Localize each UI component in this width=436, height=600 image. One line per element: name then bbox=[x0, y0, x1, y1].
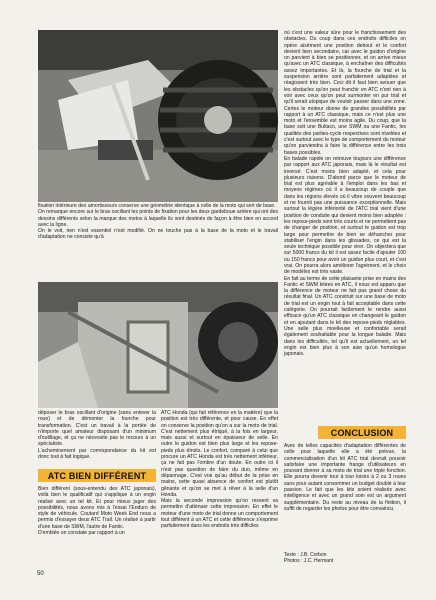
credit-photos: Photos : J.C. Hermant bbox=[284, 558, 334, 565]
col3-body-text: où c'est une valeur sûre pour le franchissement des obstacles. Du coup dans ces endroits difficiles on opère aisément une position debout et le confort devient bien secondaire, car avec le guidon d'origine on parvient à bien se positionner, et on arrive mieux qu'avec un ATC classique, à enchaîner des difficultés assez importantes. Et là, la fourche de trial et la suspension arrière sont parfaitement adaptées et réagissent très bien. Ceci dit il faut bien avouer que les obstacles qu'on peut franchir en ATC n'ont rien à voir avec ceux qu'on peut surmonter en pur trial et qu'il serait utopique de vouloir passer dans une zone. Certes le moteur donne de grandes possibilités par rapport à un ATC classique, mais ce n'est plus une moto et l'ensemble est moins agile. Du coup, que la base soit une Bultaco, une SWM ou une Fantic, les qualités des parties-cycle respectives sont nivelées et c'est surtout avec le type de comportement du moteur qu'on parviendra à faire la différence entre les trois bases possibles. En balade rapide on retrouve toujours une différence par rapport aux ATC japonais, mais là le résultat est inversé. C'est moins bien adapté, et cela pour plusieurs raisons. D'abord parce que le moteur de trial est plus agréable à l'emploi dans les bas et moyens régimes où il a beaucoup de couple que dans les régions élevés où il vibre souvent beaucoup et ne fournit pas une puissance exceptionnelle. Mais surtout la légère infériorité de l'ATC trial vient d'une position de conduite qui devient moins bien adaptée : les repose-pieds sont très courts et ne permettent pas de changer de position, et surtout le guidon est trop large pour permettre de bien se déhancher pour stabiliser l'engin dans les glissades, ce qui est la seule technique possible pour virer. On objectera que sur 5000 francs du kit il est assez facile d'ajouter 100 ou 150 francs pour avoir un guidon plus court, et c'est vrai. On pourra alors améliorer l'agrément, et le choix de modèles est très vaste. En fait au terme de cette plaisante prise en mains des Fantic et SWM kitées en ATC, il nous est apparu que la différence de moteur ne fait pas grand chose du résultat final. Un ATC construit sur une base de moto de trial est un engin tout à fait acceptable dans cette catégorie. On pourrait facilement le rendre aussi efficace qu'un ATC classique en changeant le guidon et en ajoutant dans le kit des repose-pieds réglables. Une selle plus moelleuse et confortable serait également souhaitable pour la longue balade. Mais dans les difficultés, tel qu'il est actuellement, un tel engin est bien plus à son aise qu'un homologue japonais. bbox=[284, 30, 406, 358]
section-heading-conclusion bbox=[318, 426, 406, 439]
photo-top-caption bbox=[38, 203, 278, 281]
photo-bottom-illustration bbox=[38, 282, 278, 408]
section-atc-body bbox=[38, 486, 156, 566]
section-conclusion-body bbox=[284, 443, 406, 548]
photo-top-illustration bbox=[38, 30, 278, 202]
credits bbox=[284, 552, 406, 565]
col2-body bbox=[161, 410, 278, 560]
col3-body bbox=[284, 30, 406, 416]
photo-top-atc-front bbox=[38, 30, 278, 202]
col2-body-text: ATC Honda (qui fait référence en la matière) que la position est très différente, et pour cause. En effet on conserve la position qu'on a sur la moto de trial. C'est nettement plus étriqué, à la fois en largeur, mais aussi et surtout en épaisseur de selle. En outre le guidon est bien plus large et les repose-pieds plus étroits. Le confort, comparé à celui que procure un ATC Honda est très nettement inférieur, ça ne fait pas l'ombre d'un doute. En outre ici il n'est pas question de faire du duo, même en dépannage. C'est vrai qu'au début de la prise en mains, cette quasi absence de confort est plutôt gênante et qu'on se met à rêver à la selle d'un Honda. Mais la seconde impression qu'on ressent va permettre d'atténuer cette impression. En effet le moteur d'une moto de trial donne un comportement tout différent à un ATC et cette différence s'exprime parfaitement dans les endroits très difficiles bbox=[161, 410, 278, 530]
section-heading-atc bbox=[38, 469, 156, 482]
page-number-text: 50 bbox=[37, 571, 44, 577]
photo-bottom-atc-frame bbox=[38, 282, 278, 408]
credit-text: Texte : J.B. Corbon bbox=[284, 552, 327, 558]
section-atc-body-text: Bien différent (sous-entendu des ATC japonais), voilà bien le qualificatif qui s'applique à un engin réalisé avec un tel kit. Et pour mieux juger des possibilités, nous avons mis à l'essai l'Enduro de style de véhicule. Coutard Moto Week End nous a permis d'essayer deux ATC Trail. Un réalisé à partir d'une base de SWM, l'autre de Fantic. D'emblée on constate par rapport à un bbox=[38, 486, 156, 537]
section-conclusion-body-text: Avec de telles capacités d'adaptation différentes de celle pour laquelle elle a été prévue, la commercialisation d'un kit ATC trial devrait pouvoir satisfaire une importante frange d'utilisateurs en pouvant donner à sa moto de trial une triple fonction. Elle pourra devenir tour à tour loisirs à 2 ou 3 roues sans pour autant consommer un budget doublé à leur passion. Le fait que les kits soient réalisés avec intelligence et avec un grand soin est un argument supplémentaire. Du reste au niveau de la finition, il suffit de regarder les photos pour être convaincu. bbox=[284, 443, 406, 512]
page-number bbox=[37, 571, 44, 577]
col1-bottom-caption bbox=[38, 410, 156, 466]
photo-top-caption-text: fixation intérieure des amortisseurs conserve une géométrie identique à celle de la moto qui sert de base. On remarque encore sur le bras oscillant les points de fixation pour les deux gardeboue arrière qui ont des dessins différents selon la marque des motos à laquelle ils sont destinés de façon à être bien en accord avec la ligne. On le voit, rien n'est essentiel n'est modifié. On ne touche pas à la base de la moto et le travail d'adaptation ne consiste qu'à bbox=[38, 203, 278, 241]
section-heading-conclusion-text: CONCLUSION bbox=[330, 427, 394, 438]
section-heading-atc-text: ATC BIEN DIFFÉRENT bbox=[47, 470, 147, 481]
photo-bottom-caption-text: déposer le bras oscillant d'origine (sans enlever la roue) et de démonter la fourche pour transformation. C'est un travail à la portée de n'importe quel amateur disposant d'un minimum d'outillage, et ça ne nécessite pas le recours à un spécialiste. L'acheminement par correspondance du kit est donc tout à fait logique. bbox=[38, 410, 156, 461]
